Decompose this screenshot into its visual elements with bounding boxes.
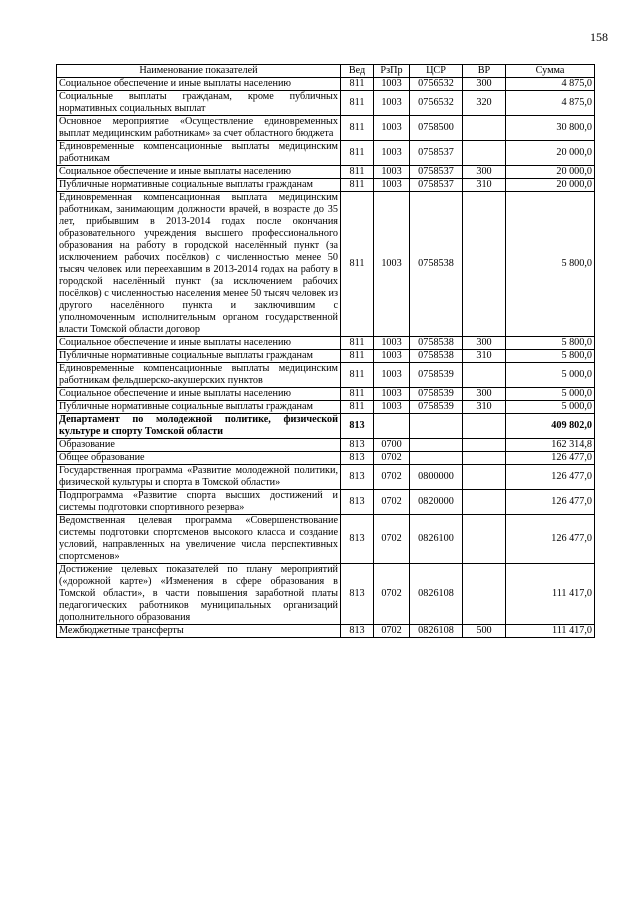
row-name-cell: Публичные нормативные социальные выплаты гражданам — [57, 350, 341, 363]
row-csr-cell: 0826108 — [410, 564, 463, 625]
row-vr-cell: 320 — [463, 91, 506, 116]
row-csr-cell: 0826100 — [410, 515, 463, 564]
budget-table — [56, 64, 595, 638]
row-csr-cell: 0756532 — [410, 78, 463, 91]
header-name: Наименование показателей — [57, 65, 341, 78]
row-sum-cell: 5 000,0 — [506, 388, 595, 401]
table-row — [57, 388, 595, 401]
row-csr-cell: 0758539 — [410, 363, 463, 388]
row-vr-cell — [463, 363, 506, 388]
row-name-cell: Образование — [57, 439, 341, 452]
row-name-cell: Ведомственная целевая программа «Совершенствование системы подготовки спортсменов высокого класса и создание условий, направленных на увеличение числа перспективных спортсменов» — [57, 515, 341, 564]
row-vr-cell: 310 — [463, 179, 506, 192]
row-csr-cell: 0758538 — [410, 350, 463, 363]
table-row — [57, 141, 595, 166]
row-rzpr-cell: 0702 — [374, 564, 410, 625]
table-row — [57, 515, 595, 564]
row-sum-cell: 5 800,0 — [506, 350, 595, 363]
row-vr-cell — [463, 490, 506, 515]
row-rzpr-cell: 1003 — [374, 78, 410, 91]
row-vr-cell — [463, 192, 506, 337]
row-sum-cell: 111 417,0 — [506, 564, 595, 625]
row-sum-cell: 126 477,0 — [506, 465, 595, 490]
table-row — [57, 452, 595, 465]
row-ved-cell: 813 — [341, 414, 374, 439]
table-row — [57, 337, 595, 350]
row-csr-cell: 0758539 — [410, 401, 463, 414]
row-rzpr-cell: 1003 — [374, 179, 410, 192]
row-sum-cell: 30 800,0 — [506, 116, 595, 141]
row-ved-cell: 813 — [341, 515, 374, 564]
row-name-cell: Социальные выплаты гражданам, кроме публичных нормативных социальных выплат — [57, 91, 341, 116]
header-csr: ЦСР — [410, 65, 463, 78]
row-rzpr-cell: 1003 — [374, 91, 410, 116]
row-name-cell: Единовременные компенсационные выплаты медицинским работникам — [57, 141, 341, 166]
table-row — [57, 465, 595, 490]
row-rzpr-cell: 1003 — [374, 166, 410, 179]
row-ved-cell: 811 — [341, 388, 374, 401]
row-vr-cell: 310 — [463, 401, 506, 414]
table-row — [57, 192, 595, 337]
row-name-cell: Подпрограмма «Развитие спорта высших достижений и системы подготовки спортивного резерва» — [57, 490, 341, 515]
row-csr-cell: 0800000 — [410, 465, 463, 490]
table-row — [57, 166, 595, 179]
row-name-cell: Социальное обеспечение и иные выплаты населению — [57, 388, 341, 401]
row-vr-cell: 300 — [463, 337, 506, 350]
table-row — [57, 414, 595, 439]
row-ved-cell: 813 — [341, 452, 374, 465]
row-sum-cell: 5 000,0 — [506, 363, 595, 388]
row-ved-cell: 811 — [341, 192, 374, 337]
header-sum: Сумма — [506, 65, 595, 78]
row-vr-cell — [463, 141, 506, 166]
table-row — [57, 401, 595, 414]
page-number: 158 — [590, 30, 608, 44]
row-ved-cell: 811 — [341, 78, 374, 91]
row-name-cell: Достижение целевых показателей по плану мероприятий («дорожной карте») «Изменения в сфере образования в Томской области», в части повышения заработной платы педагогических работников муниципальных организаций дополнительного образования — [57, 564, 341, 625]
row-name-cell: Социальное обеспечение и иные выплаты населению — [57, 337, 341, 350]
header-rzpr: РзПр — [374, 65, 410, 78]
header-vr: ВР — [463, 65, 506, 78]
row-ved-cell: 811 — [341, 337, 374, 350]
row-csr-cell: 0758538 — [410, 337, 463, 350]
row-sum-cell: 20 000,0 — [506, 141, 595, 166]
row-rzpr-cell: 1003 — [374, 388, 410, 401]
row-sum-cell: 126 477,0 — [506, 490, 595, 515]
header-ved: Вед — [341, 65, 374, 78]
row-rzpr-cell: 0702 — [374, 490, 410, 515]
row-csr-cell — [410, 452, 463, 465]
row-rzpr-cell: 0702 — [374, 515, 410, 564]
row-csr-cell: 0758537 — [410, 166, 463, 179]
row-sum-cell: 409 802,0 — [506, 414, 595, 439]
row-ved-cell: 811 — [341, 363, 374, 388]
row-vr-cell — [463, 452, 506, 465]
row-ved-cell: 813 — [341, 490, 374, 515]
table-row — [57, 179, 595, 192]
row-ved-cell: 813 — [341, 439, 374, 452]
row-vr-cell — [463, 465, 506, 490]
table-row — [57, 91, 595, 116]
row-name-cell: Единовременные компенсационные выплаты медицинским работникам фельдшерско-акушерских пунктов — [57, 363, 341, 388]
row-rzpr-cell: 1003 — [374, 116, 410, 141]
row-sum-cell: 5 800,0 — [506, 192, 595, 337]
row-vr-cell — [463, 116, 506, 141]
table-row — [57, 564, 595, 625]
row-sum-cell: 5 000,0 — [506, 401, 595, 414]
row-sum-cell: 111 417,0 — [506, 625, 595, 638]
table-row — [57, 78, 595, 91]
row-vr-cell: 310 — [463, 350, 506, 363]
table-header-row — [57, 65, 595, 78]
row-sum-cell: 162 314,8 — [506, 439, 595, 452]
row-rzpr-cell: 0702 — [374, 452, 410, 465]
table-row — [57, 363, 595, 388]
row-sum-cell: 126 477,0 — [506, 452, 595, 465]
row-name-cell: Общее образование — [57, 452, 341, 465]
row-vr-cell — [463, 414, 506, 439]
row-csr-cell — [410, 439, 463, 452]
row-vr-cell: 300 — [463, 166, 506, 179]
row-sum-cell: 126 477,0 — [506, 515, 595, 564]
row-name-cell: Публичные нормативные социальные выплаты гражданам — [57, 401, 341, 414]
table-row — [57, 439, 595, 452]
row-rzpr-cell: 1003 — [374, 141, 410, 166]
row-name-cell: Единовременная компенсационная выплата медицинским работникам, занимающим должности врачей, в возрасте до 35 лет, прибывшим в 2013-2014 годах после окончания образовательного учреждения высшего профессионального образования на работу в городской населённый пункт (за исключением рабочих посёлков) с численностью менее 50 тысяч человек или переехавшим в 2013-2014 годах на работу в городской населённый пункт (за исключением рабочих посёлков) с численностью населения менее 50 тысяч человек из другого населённого пункта и заключившим с уполномоченным исполнительным органом государственной власти Томской области договор — [57, 192, 341, 337]
row-rzpr-cell: 1003 — [374, 337, 410, 350]
row-vr-cell: 500 — [463, 625, 506, 638]
row-rzpr-cell: 1003 — [374, 363, 410, 388]
row-rzpr-cell: 0702 — [374, 625, 410, 638]
row-name-cell: Государственная программа «Развитие молодежной политики, физической культуры и спорта в Томской области» — [57, 465, 341, 490]
row-name-cell: Публичные нормативные социальные выплаты гражданам — [57, 179, 341, 192]
row-rzpr-cell: 0702 — [374, 465, 410, 490]
row-csr-cell: 0756532 — [410, 91, 463, 116]
row-sum-cell: 5 800,0 — [506, 337, 595, 350]
row-name-cell: Департамент по молодежной политике, физической культуре и спорту Томской области — [57, 414, 341, 439]
row-vr-cell — [463, 515, 506, 564]
row-csr-cell: 0758537 — [410, 179, 463, 192]
row-ved-cell: 811 — [341, 401, 374, 414]
row-csr-cell: 0826108 — [410, 625, 463, 638]
row-rzpr-cell: 1003 — [374, 192, 410, 337]
row-vr-cell — [463, 564, 506, 625]
table-row — [57, 490, 595, 515]
row-name-cell: Социальное обеспечение и иные выплаты населению — [57, 78, 341, 91]
row-vr-cell: 300 — [463, 388, 506, 401]
row-sum-cell: 4 875,0 — [506, 91, 595, 116]
row-rzpr-cell — [374, 414, 410, 439]
row-ved-cell: 811 — [341, 116, 374, 141]
row-rzpr-cell: 0700 — [374, 439, 410, 452]
row-csr-cell: 0758537 — [410, 141, 463, 166]
row-name-cell: Основное мероприятие «Осуществление единовременных выплат медицинским работникам» за счет областного бюджета — [57, 116, 341, 141]
row-ved-cell: 813 — [341, 564, 374, 625]
row-rzpr-cell: 1003 — [374, 350, 410, 363]
table-row — [57, 350, 595, 363]
row-ved-cell: 811 — [341, 141, 374, 166]
row-vr-cell — [463, 439, 506, 452]
row-rzpr-cell: 1003 — [374, 401, 410, 414]
row-vr-cell: 300 — [463, 78, 506, 91]
row-csr-cell: 0820000 — [410, 490, 463, 515]
row-csr-cell: 0758539 — [410, 388, 463, 401]
row-sum-cell: 20 000,0 — [506, 179, 595, 192]
row-ved-cell: 811 — [341, 179, 374, 192]
row-csr-cell — [410, 414, 463, 439]
table-body — [57, 78, 595, 638]
row-sum-cell: 4 875,0 — [506, 78, 595, 91]
row-ved-cell: 811 — [341, 350, 374, 363]
row-ved-cell: 811 — [341, 91, 374, 116]
row-ved-cell: 813 — [341, 625, 374, 638]
row-name-cell: Межбюджетные трансферты — [57, 625, 341, 638]
row-name-cell: Социальное обеспечение и иные выплаты населению — [57, 166, 341, 179]
table-row — [57, 116, 595, 141]
table-row — [57, 625, 595, 638]
row-ved-cell: 813 — [341, 465, 374, 490]
row-csr-cell: 0758500 — [410, 116, 463, 141]
row-ved-cell: 811 — [341, 166, 374, 179]
row-csr-cell: 0758538 — [410, 192, 463, 337]
row-sum-cell: 20 000,0 — [506, 166, 595, 179]
